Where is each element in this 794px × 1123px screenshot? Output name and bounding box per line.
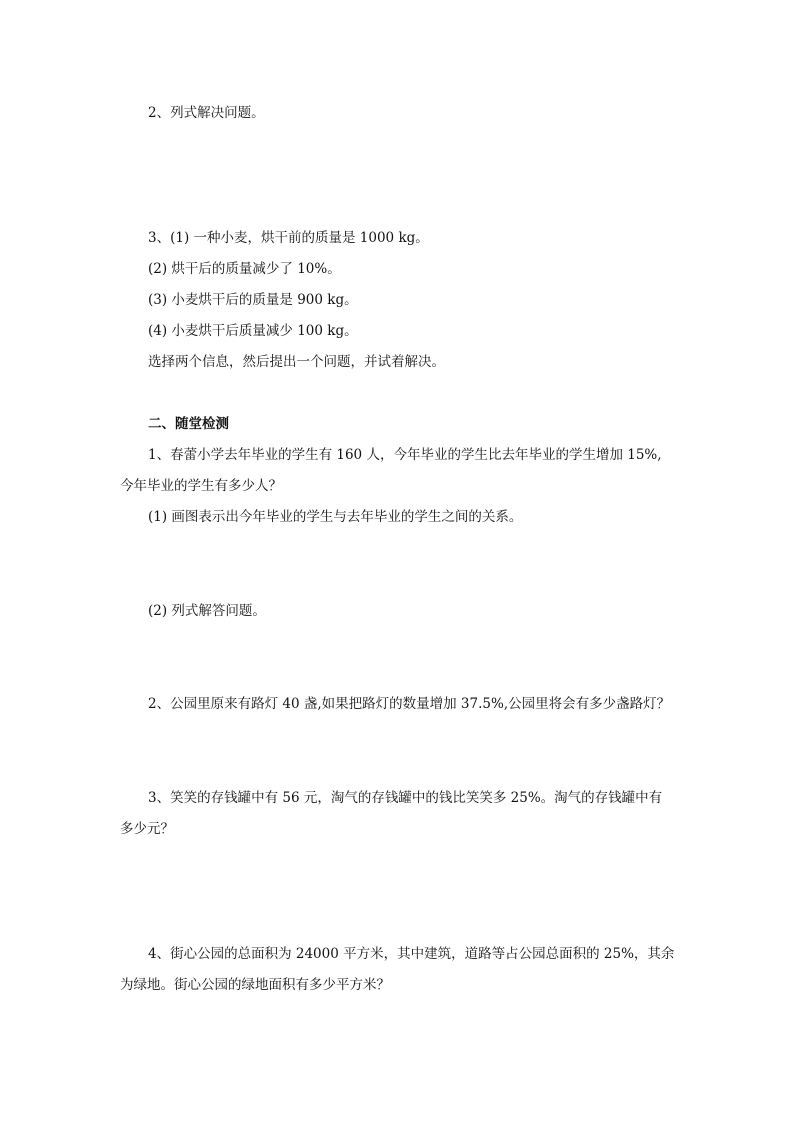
test-question-4-line-1: 4、街心公园的总面积为 24000 平方米，其中建筑，道路等占公园总面积的 25%，其余: [148, 946, 675, 962]
question-2-solve: 2、列式解决问题。: [148, 105, 265, 121]
test-question-1-sub-1: (1) 画图表示出今年毕业的学生与去年毕业的学生之间的关系。: [148, 509, 523, 525]
question-3-info-3: (3) 小麦烘干后的质量是 900 kg。: [148, 292, 358, 308]
test-question-3-line-2: 多少元？: [120, 821, 174, 837]
test-question-1-line-2: 今年毕业的学生有多少人？: [120, 478, 282, 494]
question-3-instruction: 选择两个信息，然后提出一个问题，并试着解决。: [148, 354, 445, 370]
test-question-4-line-2: 为绿地。街心公园的绿地面积有多少平方米？: [120, 977, 390, 993]
test-question-1-sub-2: (2) 列式解答问题。: [148, 603, 266, 619]
section-heading-in-class-test: 二、随堂检测: [148, 416, 229, 432]
question-3-info-4: (4) 小麦烘干后质量减少 100 kg。: [148, 323, 358, 339]
question-3-info-2: (2) 烘干后的质量减少了 10%。: [148, 261, 341, 277]
question-3-info-1: 3、(1) 一种小麦，烘干前的质量是 1000 kg。: [148, 230, 429, 246]
test-question-1-line-1: 1、春蕾小学去年毕业的学生有 160 人，今年毕业的学生比去年毕业的学生增加 15%,: [148, 447, 662, 463]
test-question-2: 2、公园里原来有路灯 40 盏,如果把路灯的数量增加 37.5%,公园里将会有多少盏路灯？: [148, 696, 671, 712]
test-question-3-line-1: 3、笑笑的存钱罐中有 56 元，淘气的存钱罐中的钱比笑笑多 25%。淘气的存钱罐中有: [148, 790, 663, 806]
